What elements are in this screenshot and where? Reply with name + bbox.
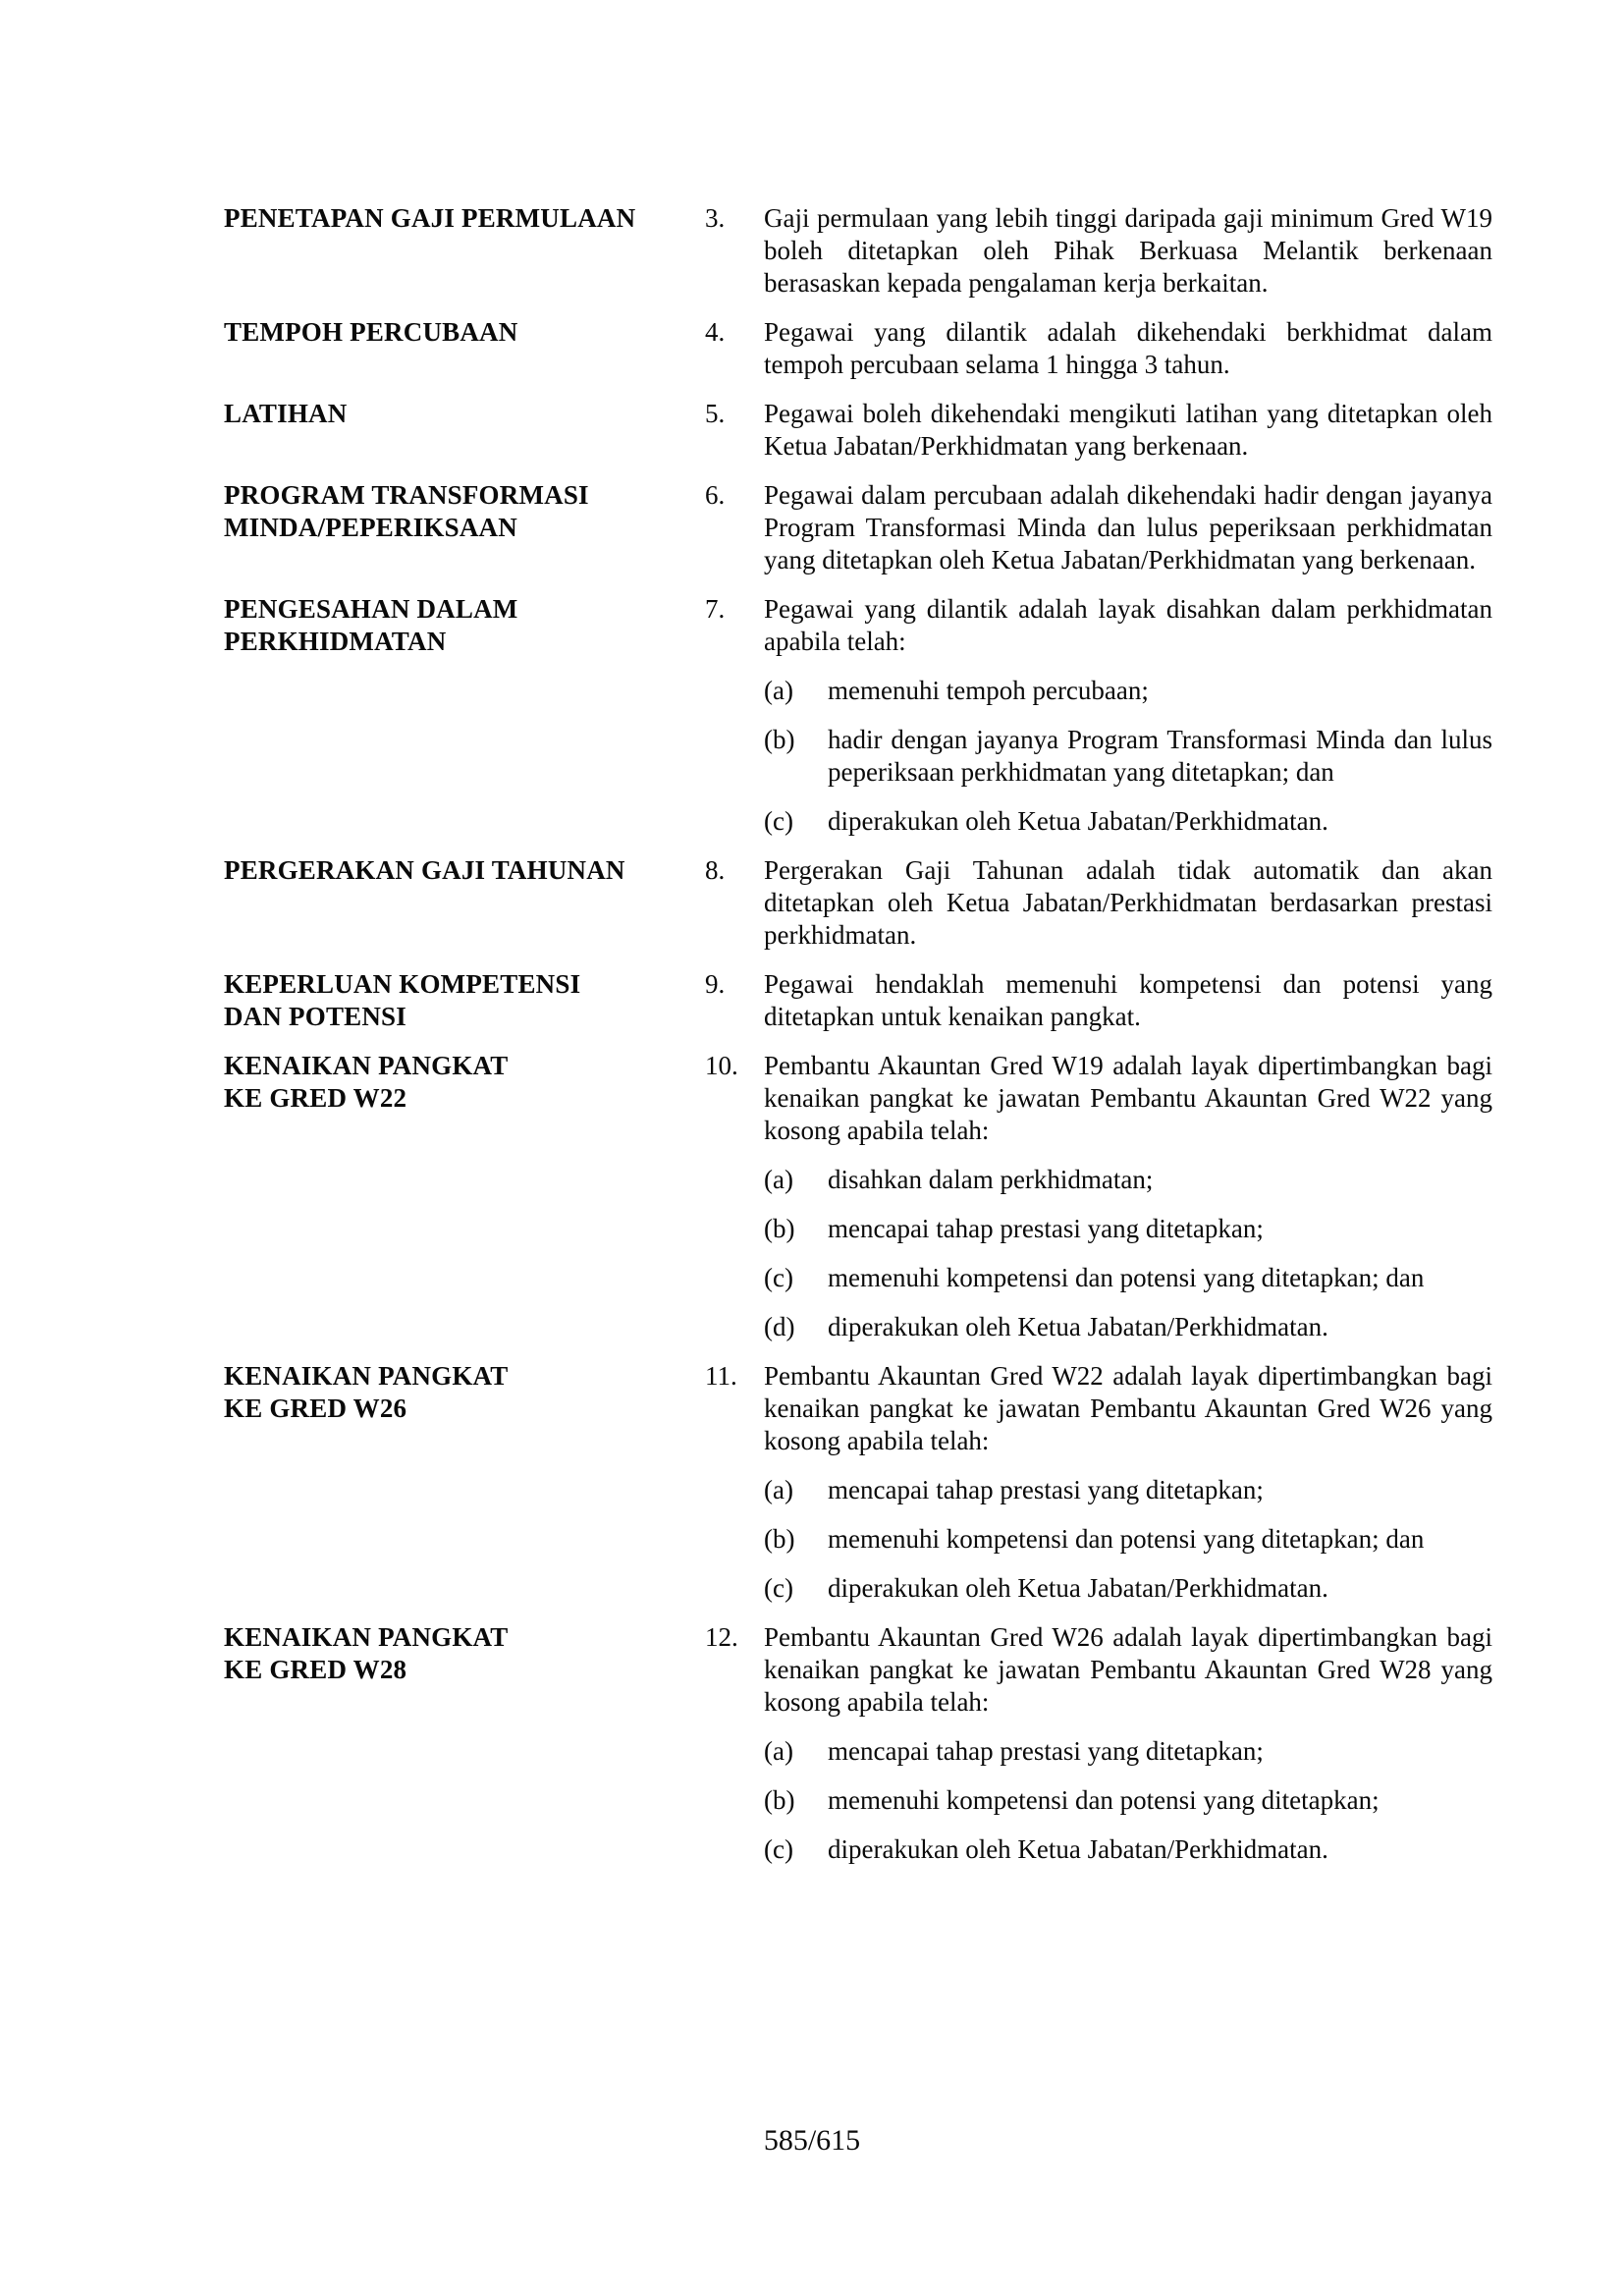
heading-line: TEMPOH PERCUBAAN [224,317,518,347]
subitem-marker: (c) [764,806,793,836]
subitem-text: diperakukan oleh Ketua Jabatan/Perkhidmatan. [828,1573,1328,1603]
numbered-paragraph [705,316,1492,381]
item-number: 4. [705,317,726,347]
heading-line: KE GRED W26 [224,1394,407,1423]
numbered-paragraph [705,202,1492,300]
item-paragraph: Pergerakan Gaji Tahunan adalah tidak automatik dan akan ditetapkan oleh Ketua Jabatan/Perkhidmatan berdasarkan prestasi perkhidmatan. [764,855,1492,950]
section-keperluan-kompetensi [224,968,1492,1033]
subitem-marker: (b) [764,1785,795,1815]
subitem [764,1213,1492,1245]
numbered-paragraph [705,479,1492,576]
section-heading [224,1621,705,1866]
subitem-marker: (a) [764,1475,793,1504]
subitem [764,805,1492,838]
section-heading [224,316,705,381]
item-paragraph: Pegawai hendaklah memenuhi kompetensi dan potensi yang ditetapkan untuk kenaikan pangkat. [764,969,1492,1031]
section-body [705,968,1492,1033]
heading-line: MINDA/PEPERIKSAAN [224,513,517,542]
subitem [764,1164,1492,1196]
subitem-marker: (c) [764,1573,793,1603]
section-penetapan-gaji-permulaan [224,202,1492,300]
heading-line: KENAIKAN PANGKAT [224,1361,509,1391]
page-footer [0,2123,1624,2159]
item-paragraph: Gaji permulaan yang lebih tinggi daripada gaji minimum Gred W19 boleh ditetapkan oleh Pihak Berkuasa Melantik berkenaan berasaskan kepada pengalaman kerja berkaitan. [764,203,1492,298]
section-body [705,593,1492,838]
subitem-text: diperakukan oleh Ketua Jabatan/Perkhidmatan. [828,1834,1328,1864]
section-heading [224,202,705,300]
subitem-marker: (c) [764,1263,793,1292]
section-heading [224,593,705,838]
subitem-text: diperakukan oleh Ketua Jabatan/Perkhidmatan. [828,806,1328,836]
section-body [705,398,1492,463]
item-paragraph: Pegawai yang dilantik adalah layak disahkan dalam perkhidmatan apabila telah: [764,594,1492,656]
subitem-text: memenuhi kompetensi dan potensi yang ditetapkan; dan [828,1263,1425,1292]
item-number: 5. [705,399,726,428]
heading-line: PERKHIDMATAN [224,627,447,656]
section-body [705,316,1492,381]
section-body [705,202,1492,300]
subitem-text: mencapai tahap prestasi yang ditetapkan; [828,1475,1264,1504]
section-heading [224,1360,705,1605]
heading-line: KENAIKAN PANGKAT [224,1051,509,1080]
item-number: 11. [705,1361,737,1391]
subitem-text: memenuhi kompetensi dan potensi yang ditetapkan; [828,1785,1380,1815]
item-number: 3. [705,203,726,233]
item-paragraph: Pegawai boleh dikehendaki mengikuti latihan yang ditetapkan oleh Ketua Jabatan/Perkhidmatan yang berkenaan. [764,399,1492,461]
item-number: 12. [705,1622,738,1652]
subitem [764,1833,1492,1866]
subitem [764,1572,1492,1605]
subitem-text: memenuhi tempoh percubaan; [828,676,1149,705]
section-latihan [224,398,1492,463]
heading-line: KEPERLUAN KOMPETENSI [224,969,581,999]
subitem-text: hadir dengan jayanya Program Transformasi Minda dan lulus peperiksaan perkhidmatan yang ditetapkan; dan [828,725,1492,787]
heading-line: PERGERAKAN GAJI TAHUNAN [224,855,625,885]
subitem-marker: (a) [764,1736,793,1766]
subitem-marker: (d) [764,1312,795,1341]
section-heading [224,854,705,952]
section-body [705,1360,1492,1605]
heading-line: DAN POTENSI [224,1002,406,1031]
item-number: 6. [705,480,726,510]
page-number: 585/615 [763,2124,861,2157]
section-body [705,854,1492,952]
document-body [224,202,1492,1883]
section-kenaikan-pangkat-w28 [224,1621,1492,1866]
section-body [705,1621,1492,1866]
heading-line: KE GRED W22 [224,1083,407,1113]
section-heading [224,1050,705,1343]
heading-line: KE GRED W28 [224,1655,407,1684]
section-tempoh-percubaan [224,316,1492,381]
subitem [764,1311,1492,1343]
heading-line: PROGRAM TRANSFORMASI [224,480,589,510]
subitem-marker: (b) [764,725,795,754]
subitem-marker: (b) [764,1524,795,1554]
subitem-text: mencapai tahap prestasi yang ditetapkan; [828,1214,1264,1243]
item-number: 9. [705,969,726,999]
subitem [764,1474,1492,1506]
subitem-marker: (a) [764,676,793,705]
numbered-paragraph [705,1050,1492,1147]
item-paragraph: Pembantu Akauntan Gred W26 adalah layak dipertimbangkan bagi kenaikan pangkat ke jawatan Pembantu Akauntan Gred W28 yang kosong apabila telah: [764,1622,1492,1717]
item-paragraph: Pegawai dalam percubaan adalah dikehendaki hadir dengan jayanya Program Transformasi Minda dan lulus peperiksaan perkhidmatan yang ditetapkan oleh Ketua Jabatan/Perkhidmatan yang berkenaan. [764,480,1492,574]
item-number: 7. [705,594,726,624]
item-number: 10. [705,1051,738,1080]
item-paragraph: Pembantu Akauntan Gred W19 adalah layak dipertimbangkan bagi kenaikan pangkat ke jawatan Pembantu Akauntan Gred W22 yang kosong apabila telah: [764,1051,1492,1145]
section-heading [224,398,705,463]
section-heading [224,479,705,576]
section-heading [224,968,705,1033]
subitem-marker: (b) [764,1214,795,1243]
numbered-paragraph [705,1360,1492,1457]
numbered-paragraph [705,968,1492,1033]
subitem [764,1784,1492,1817]
subitem [764,724,1492,789]
numbered-paragraph [705,854,1492,952]
item-paragraph: Pembantu Akauntan Gred W22 adalah layak dipertimbangkan bagi kenaikan pangkat ke jawatan Pembantu Akauntan Gred W26 yang kosong apabila telah: [764,1361,1492,1455]
heading-line: LATIHAN [224,399,348,428]
section-kenaikan-pangkat-w26 [224,1360,1492,1605]
numbered-paragraph [705,398,1492,463]
subitem-text: disahkan dalam perkhidmatan; [828,1165,1154,1194]
subitem [764,1262,1492,1294]
subitem [764,1523,1492,1556]
section-program-transformasi-minda [224,479,1492,576]
subitem-text: mencapai tahap prestasi yang ditetapkan; [828,1736,1264,1766]
numbered-paragraph [705,1621,1492,1719]
item-paragraph: Pegawai yang dilantik adalah dikehendaki berkhidmat dalam tempoh percubaan selama 1 hingga 3 tahun. [764,317,1492,379]
subitem-text: diperakukan oleh Ketua Jabatan/Perkhidmatan. [828,1312,1328,1341]
subitem [764,1735,1492,1768]
section-body [705,1050,1492,1343]
heading-line: PENGESAHAN DALAM [224,594,518,624]
subitem-marker: (c) [764,1834,793,1864]
subitem [764,675,1492,707]
item-number: 8. [705,855,726,885]
heading-line: KENAIKAN PANGKAT [224,1622,509,1652]
section-body [705,479,1492,576]
section-pergerakan-gaji-tahunan [224,854,1492,952]
subitem-text: memenuhi kompetensi dan potensi yang ditetapkan; dan [828,1524,1425,1554]
section-pengesahan-dalam-perkhidmatan [224,593,1492,838]
section-kenaikan-pangkat-w22 [224,1050,1492,1343]
subitem-marker: (a) [764,1165,793,1194]
numbered-paragraph [705,593,1492,658]
heading-line: PENETAPAN GAJI PERMULAAN [224,203,636,233]
